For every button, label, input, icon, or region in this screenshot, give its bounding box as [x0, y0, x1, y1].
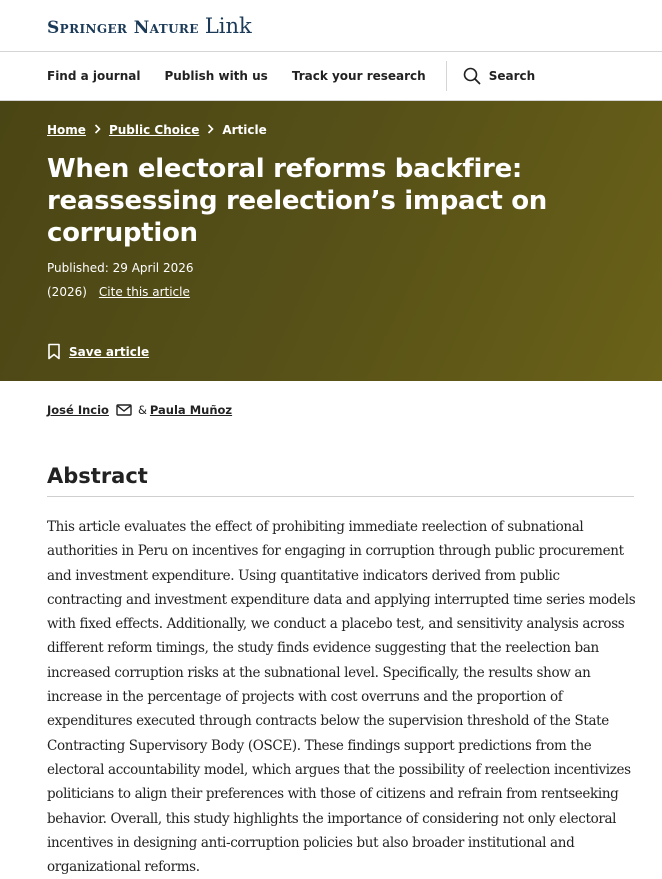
nav-search-label: Search [488, 69, 536, 83]
author-link[interactable]: José Incio [47, 403, 109, 417]
author-list [47, 403, 232, 417]
bookmark-icon [47, 343, 61, 360]
breadcrumb-current: Article [222, 123, 267, 137]
nav-find-journal[interactable]: Find a journal [47, 69, 141, 83]
logo-brand-primary: Springer Nature [47, 17, 199, 38]
breadcrumb [47, 123, 267, 137]
chevron-right-icon [207, 123, 214, 137]
nav-publish[interactable]: Publish with us [164, 69, 268, 83]
search-icon [463, 67, 481, 85]
logo-brand-secondary: Link [204, 13, 252, 38]
save-article-button[interactable] [47, 343, 149, 360]
author-separator: & [137, 403, 147, 417]
breadcrumb-journal[interactable]: Public Choice [108, 123, 200, 137]
breadcrumb-home[interactable]: Home [47, 123, 86, 137]
mail-icon[interactable] [116, 404, 132, 416]
save-article-label: Save article [69, 344, 150, 359]
section-divider [47, 496, 634, 497]
nav-track-research[interactable]: Track your research [291, 69, 426, 83]
author-link[interactable]: Paula Muñoz [149, 403, 233, 417]
nav-divider [446, 61, 447, 91]
publication-year: (2026) [47, 285, 87, 299]
citation-row [47, 285, 190, 299]
publication-date: Published: 29 April 2026 [47, 261, 194, 275]
article-title: When electoral reforms backfire: reassessing reelection’s impact on corruption [47, 154, 548, 248]
springer-nature-link-logo[interactable] [47, 14, 252, 38]
article-hero [0, 101, 662, 381]
site-header [0, 0, 662, 52]
main-nav [0, 52, 662, 101]
chevron-right-icon [94, 123, 101, 137]
abstract-heading: Abstract [47, 464, 148, 488]
nav-search-button[interactable] [463, 67, 535, 85]
abstract-text: This article evaluates the effect of prohibiting immediate reelection of subnational authorities in Peru on incentives for engaging in corruption through public procurement and investment expenditure. Using quantitative indicators derived from public contracting and investment expenditure data and applying interrupted time series models with fixed effects. Additionally, we conduct a placebo test, and sensitivity analysis across different reform timings, the study finds evidence suggesting that the reelection ban increased corruption risks at the subnational level. Specifically, the results show an increase in the percentage of projects with cost overruns and the proportion of expenditures executed through contracts below the supervision threshold of the State Contracting Supervisory Body (OSCE). These findings support predictions from the electoral accountability model, which argues that the possibility of reelection incentivizes politicians to align their preferences with those of citizens and refrain from rentseeking behavior. Overall, this study highlights the importance of considering not only electoral incentives in designing anti-corruption policies but also broader institutional and organizational reforms. [47, 519, 636, 876]
cite-article-link[interactable]: Cite this article [98, 285, 190, 299]
